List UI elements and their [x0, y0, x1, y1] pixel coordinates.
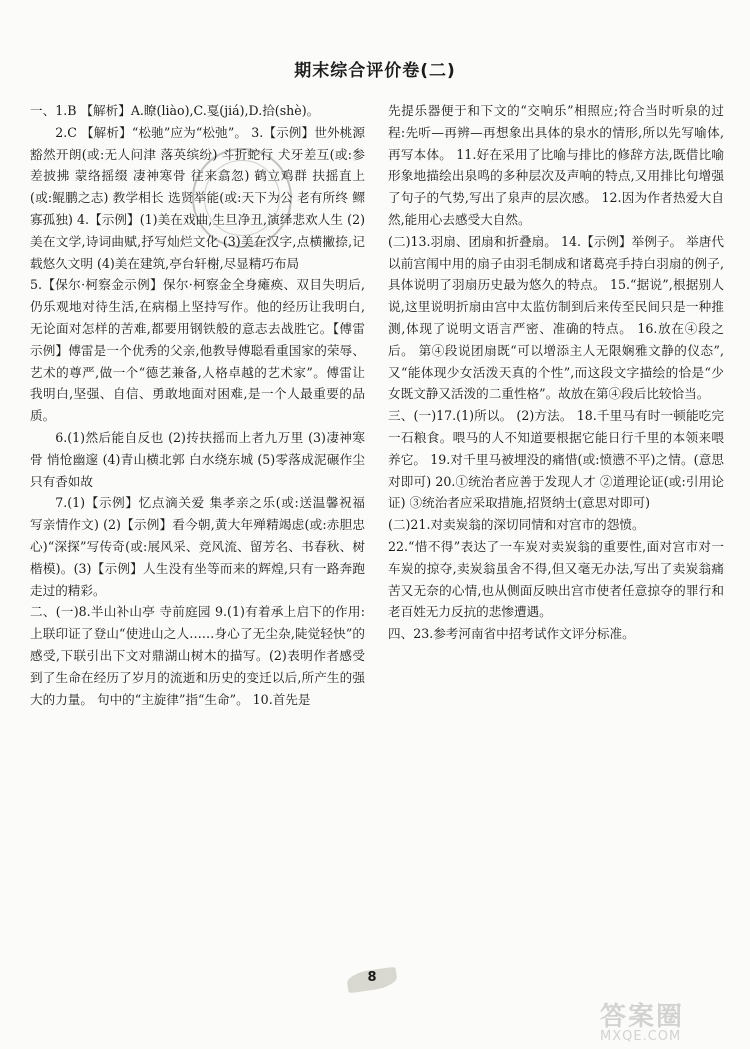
answer-block: 7.(1)【示例】忆点滴关爱 集孝亲之乐(或:送温馨祝福 写亲情作文) (2)【示例】看今朝,黄大年殚精竭虑(或:赤胆忠心)“深探”写传奇(或:展风采、竞风流、留芳名、书春秋、树楷模)。(3)【示例】人生没有坐等而来的辉煌,只有一路奔跑走过的精彩。: [30, 495, 365, 598]
answer-block: 二、(一)8.半山补山亭 寺前庭园 9.(1)有着承上启下的作用:上联印证了登山“使进山之人……身心了无尘杂,陡觉轻快”的感受,下联引出下文对鼎湖山树木的描写。(2)表明作者感受到了生命在经历了岁月的流逝和历史的变迁以后,所产生的强大的力量。 句中的“主旋律”指“生命”。 10.首先是: [30, 604, 365, 707]
answer-block: 5.【保尔·柯察金示例】保尔·柯察金全身瘫痪、双目失明后,仍乐观地对待生活,在病榻上坚持写作。他的经历让我明白,无论面对怎样的苦难,都要用钢铁般的意志去战胜它。【傅雷示例】傅雷是一个优秀的父亲,他教导傅聪看重国家的荣辱、艺术的尊严,做一个“德艺兼备,人格卓越的艺术家”。傅雷让我明白,坚强、自信、勇敢地面对困难,是一个人最重要的品质。: [30, 277, 365, 424]
answer-block: (二)13.羽扇、团扇和折叠扇。 14.【示例】举例子。 举唐代以前宫闱中用的扇子由羽毛制成和诸葛亮手持白羽扇的例子,具体说明了羽扇历史最为悠久的特点。 15.“据说”,根据别人说,这里说明折扇由宫中太监仿制到后来传至民间只是一种推测,体现了说明文语言严密、准确的特点。 16.放在④段之后。 第④段说团扇既“可以增添主人无限娴雅文静的仪态”,又“能体现少女活泼天真的个性”,而这段文字描绘的恰是“少女既文静又活泼的二重性格”。故放在第④段后比较恰当。: [388, 233, 724, 402]
left-column: [30, 100, 365, 710]
page-title: 期末综合评价卷(二): [294, 61, 456, 81]
watermark-bottom: MXQE.COM: [600, 1029, 682, 1044]
watermark-top: 答案圈: [600, 1002, 685, 1032]
watermark-logo: [600, 996, 740, 1046]
answer-block: 先提乐器便于和下文的“交响乐”相照应;符合当时听泉的过程:先听—再辨—再想象出具体的泉水的情形,所以先写喻体,再写本体。 11.好在采用了比喻与排比的修辞方法,既借比喻形象地描绘出泉鸣的多种层次及声响的特点,又用排比句增强了句子的气势,写出了泉声的层次感。 12.因为作者热爱大自然,能用心去感受大自然。: [388, 103, 724, 227]
right-column: [388, 100, 724, 645]
answer-block: (二)21.对卖炭翁的深切同情和对宫市的怨愤。: [388, 517, 645, 533]
page-number: [345, 964, 405, 994]
answer-block: 三、(一)17.(1)所以。 (2)方法。 18.千里马有时一顿能吃完一石粮食。喂马的人不知道要根据它能日行千里的本领来喂养它。 19.对千里马被埋没的痛惜(或:愤懑不平)之情。(意思对即可) 20.①统治者应善于发现人才 ②道理论证(或:引用论证) ③统治者应采取措施,招贤纳士(意思对即可): [388, 408, 724, 511]
page-number-text: 8: [367, 970, 377, 985]
answer-block: 四、23.参考河南省中招考试作文评分标准。: [388, 626, 635, 642]
answer-block: 2.C 【解析】“松驰”应为“松弛”。 3.【示例】世外桃源 豁然开朗(或:无人问津 落英缤纷) 斗折蛇行 犬牙差互(或:参差披拂 蒙络摇缀 凄神寒骨 往来翕忽) 鹤立鸡群 扶摇直上(或:鲲鹏之志) 教学相长 选贤举能(或:天下为公 老有所终 鳏寡孤独) 4.【示例】(1)美在戏曲,生旦净丑,演绎悲欢人生 (2)美在文学,诗词曲赋,抒写灿烂文化 (3)美在汉字,点横撇捺,记载悠久文明 (4)美在建筑,亭台轩榭,尽显精巧布局: [30, 124, 365, 271]
answer-block: 22.“惜不得”表达了一车炭对卖炭翁的重要性,面对宫市对一车炭的掠夺,卖炭翁虽舍不得,但又毫无办法,写出了卖炭翁痛苦又无奈的心情,也从侧面反映出宫市使者任意掠夺的罪行和老百姓无力反抗的悲惨遭遇。: [388, 538, 724, 620]
answer-block: 一、1.B 【解析】A.瞭(liào),C.戛(jiá),D.拾(shè)。: [30, 103, 320, 118]
answer-block: 6.(1)然后能自反也 (2)抟扶摇而上者九万里 (3)凄神寒骨 悄怆幽邃 (4)青山横北郭 白水绕东城 (5)零落成泥碾作尘 只有香如故: [30, 429, 365, 489]
